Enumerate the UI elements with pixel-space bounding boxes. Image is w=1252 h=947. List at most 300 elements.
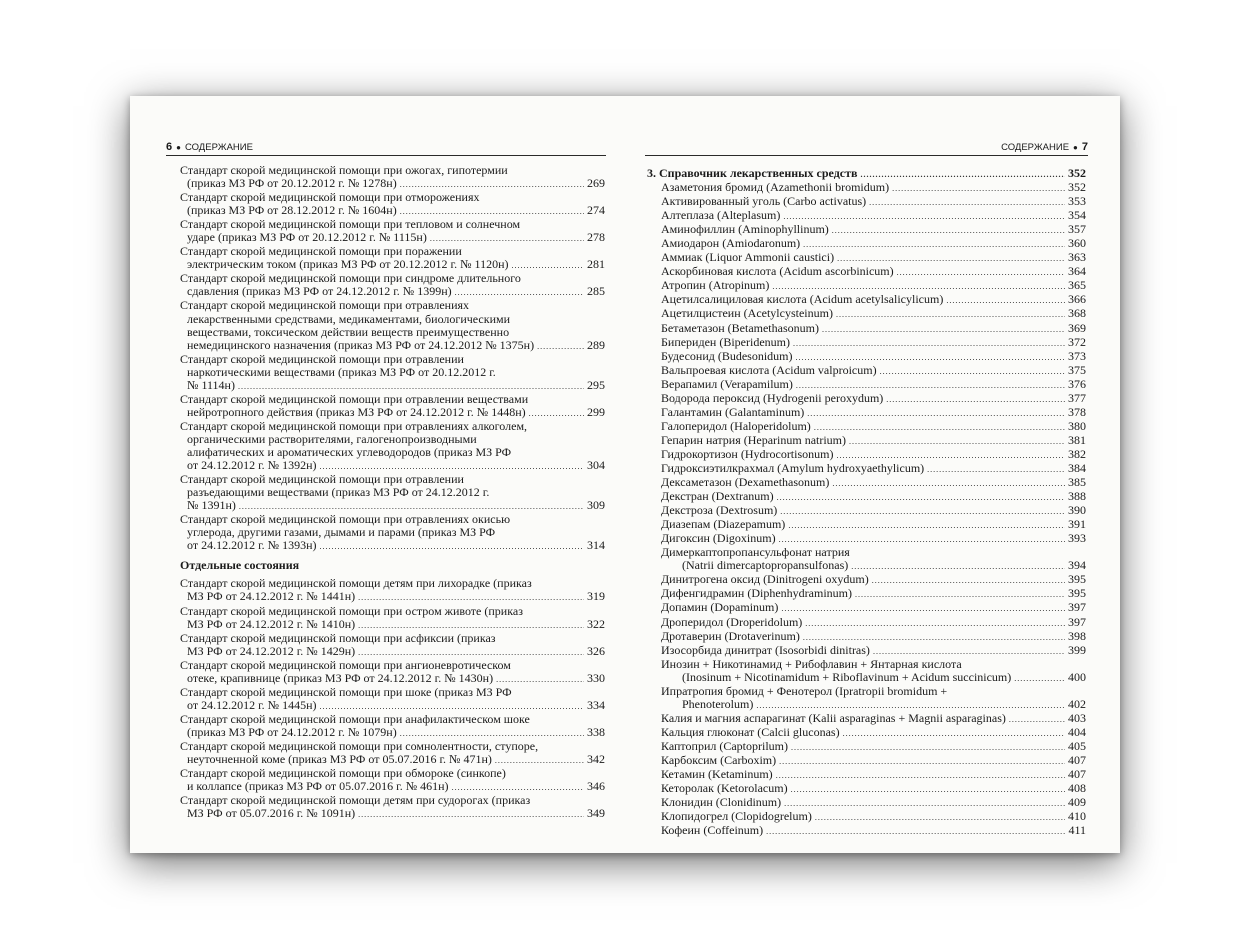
drug-page: 377: [1068, 390, 1086, 405]
drug-entry-last-line: [661, 279, 1086, 293]
dot-leader: [496, 672, 584, 686]
drug-entry-last-line: [661, 181, 1086, 195]
toc-entry-line: Стандарт скорой медицинской помощи при отравлениях окисью: [180, 512, 511, 527]
toc-entry: [180, 272, 605, 299]
drug-list: [647, 181, 1086, 838]
drug-entry: [647, 518, 1086, 532]
toc-entry-last-line: [180, 204, 605, 218]
drug-page: 400: [1068, 669, 1086, 684]
drug-name: Азаметония бромид (Azamethonii bromidum): [661, 180, 890, 195]
dot-leader: [796, 350, 1065, 364]
drug-entry: [647, 573, 1086, 587]
drug-entry-last-line: [661, 392, 1086, 406]
drug-entry: [647, 490, 1086, 504]
toc-entry-line: органическими растворителями, галогенопроизводными: [187, 431, 477, 446]
dot-leader: [807, 406, 1065, 420]
drug-name: Кеторолак (Ketorolacum): [661, 781, 788, 796]
toc-entry-text: № 1391н): [187, 498, 236, 513]
toc-entry-line: Стандарт скорой медицинской помощи при поражении: [180, 244, 462, 259]
dot-leader: [400, 177, 584, 191]
toc-entry: [180, 577, 605, 604]
drug-entry-last-line: [661, 726, 1086, 740]
drug-page: 399: [1068, 642, 1086, 657]
dot-leader: [946, 293, 1065, 307]
toc-entry: [180, 713, 605, 740]
toc-entry-last-line: [180, 726, 605, 740]
toc-entry-line: углерода, другими газами, дымами и парами (приказ МЗ РФ: [187, 525, 496, 540]
toc-entry: [180, 659, 605, 686]
drug-entry-last-line: [661, 336, 1086, 350]
toc-entry-text: от 24.12.2012 г. № 1445н): [187, 697, 317, 712]
dot-leader: [803, 630, 1065, 644]
toc-entry-last-line: [180, 379, 605, 393]
drug-name: Бипериден (Biperidenum): [661, 334, 790, 349]
toc-entry-line: Стандарт скорой медицинской помощи при анафилактическом шоке: [180, 711, 530, 726]
dot-leader: [358, 645, 584, 659]
toc-entry-page: 326: [587, 643, 605, 658]
drug-page: 372: [1068, 334, 1086, 349]
drug-entry: [647, 378, 1086, 392]
drug-entry-last-line: [661, 601, 1086, 615]
drug-page: 366: [1068, 292, 1086, 307]
drug-page: 352: [1068, 180, 1086, 195]
toc-entry-line: Стандарт скорой медицинской помощи при отравлениях алкоголем,: [180, 418, 528, 433]
toc-entry-line: Стандарт скорой медицинской помощи при отморожениях: [180, 190, 480, 205]
drug-name: Декстран (Dextranum): [661, 489, 774, 504]
toc-entry: [180, 420, 605, 473]
dot-leader: [788, 518, 1065, 532]
running-head-title-left: СОДЕРЖАНИЕ: [184, 142, 253, 153]
drug-page: 353: [1068, 194, 1086, 209]
left-toc: [180, 164, 605, 821]
drug-page: 373: [1068, 348, 1086, 363]
dot-leader: [400, 204, 584, 218]
drug-name: Дексаметазон (Dexamethasonum): [661, 475, 830, 490]
drug-entry: [647, 782, 1086, 796]
toc-entry-line: Стандарт скорой медицинской помощи при асфиксии (приказ: [180, 630, 496, 645]
drug-entry-last-line: [661, 434, 1086, 448]
drug-name: Кетамин (Ketaminum): [661, 767, 773, 782]
bullet-icon: ●: [176, 143, 181, 152]
dot-leader: [837, 251, 1065, 265]
drug-entry: [647, 824, 1086, 838]
dot-leader: [756, 698, 1065, 712]
drug-page: 376: [1068, 376, 1086, 391]
dot-leader: [793, 336, 1065, 350]
toc-entry-text: электрическим током (приказ МЗ РФ от 20.12.2012 г. № 1120н): [187, 257, 509, 272]
drug-entry: [647, 237, 1086, 251]
drug-entry-last-line: [661, 573, 1086, 587]
drug-name: Карбоксим (Carboxim): [661, 752, 777, 767]
toc-entry-text: немедицинского назначения (приказ МЗ РФ от 24.12.2012 № 1375н): [187, 337, 535, 352]
dot-leader: [779, 532, 1065, 546]
dot-leader: [777, 490, 1065, 504]
dot-leader: [1014, 671, 1065, 685]
drug-page: 393: [1068, 531, 1086, 546]
drug-name: Кофеин (Coffeinum): [661, 823, 764, 838]
toc-entry-page: 304: [587, 458, 605, 473]
dot-leader: [892, 181, 1065, 195]
dot-leader: [529, 406, 584, 420]
running-head-left: [166, 141, 606, 156]
drug-entry-last-line: [661, 448, 1086, 462]
toc-entry-text: и коллапсе (приказ МЗ РФ от 05.07.2016 г. № 461н): [187, 779, 449, 794]
drug-name: Атропин (Atropinum): [661, 278, 770, 293]
toc-entry-last-line: [180, 459, 605, 473]
dot-leader: [849, 434, 1065, 448]
drug-name: Ацетилцистеин (Acetylcysteinum): [661, 306, 833, 321]
toc-entry: [180, 473, 605, 513]
toc-entry: [180, 245, 605, 272]
toc-entry-page: 319: [587, 589, 605, 604]
drug-entry: [647, 307, 1086, 321]
toc-entry-page: 322: [587, 616, 605, 631]
drug-entry-last-line: [661, 671, 1086, 685]
drug-page: 397: [1068, 600, 1086, 615]
drug-page: 388: [1068, 489, 1086, 504]
dot-leader: [815, 810, 1065, 824]
toc-entry-last-line: [180, 539, 605, 553]
toc-entry-page: 278: [587, 230, 605, 245]
dot-leader: [843, 726, 1065, 740]
dot-leader: [766, 824, 1065, 838]
drug-entry-last-line: [661, 532, 1086, 546]
drug-entry-last-line: [661, 644, 1086, 658]
drug-entry: [647, 462, 1086, 476]
drug-page: 410: [1068, 809, 1086, 824]
toc-entry-page: 285: [587, 284, 605, 299]
dot-leader: [320, 539, 584, 553]
toc-entry-line: Стандарт скорой медицинской помощи при остром животе (приказ: [180, 603, 523, 618]
left-entries-list: [180, 164, 605, 553]
dot-leader: [400, 726, 584, 740]
dot-leader: [776, 768, 1065, 782]
drug-name: Гидрокортизон (Hydrocortisonum): [661, 446, 834, 461]
page-number-left: 6: [166, 141, 173, 153]
toc-entry-last-line: [180, 231, 605, 245]
toc-entry-last-line: [180, 753, 605, 767]
drug-page: 409: [1068, 795, 1086, 810]
drug-name: Галантамин (Galantaminum): [661, 404, 805, 419]
drug-name: Ацетилсалициловая кислота (Acidum acetylsalicylicum): [661, 292, 944, 307]
drug-page: 357: [1068, 222, 1086, 237]
toc-entry-page: 299: [587, 404, 605, 419]
drug-entry: [647, 434, 1086, 448]
drug-page: 407: [1068, 767, 1086, 782]
drug-entry-last-line: [661, 293, 1086, 307]
dot-leader: [780, 504, 1065, 518]
dot-leader: [430, 231, 584, 245]
dot-leader: [822, 322, 1065, 336]
toc-entry-line: алифатических и ароматических углеводородов (приказ МЗ РФ: [187, 444, 512, 459]
toc-entry-last-line: [180, 406, 605, 420]
toc-entry-line: Стандарт скорой медицинской помощи при отравлении: [180, 351, 464, 366]
running-head-title-right: СОДЕРЖАНИЕ: [1001, 142, 1070, 153]
drug-entry: [647, 616, 1086, 630]
drug-name: Вальпроевая кислота (Acidum valproicum): [661, 362, 877, 377]
drug-page: 394: [1068, 558, 1086, 573]
drug-name: Дротаверин (Drotaverinum): [661, 628, 800, 643]
drug-page: 407: [1068, 752, 1086, 767]
drug-entry-last-line: [661, 209, 1086, 223]
section-title: 3. Справочник лекарственных средств: [647, 166, 858, 180]
drug-entry-last-line: [661, 824, 1086, 838]
toc-entry-last-line: [180, 339, 605, 353]
drug-entry-last-line: [661, 378, 1086, 392]
drug-entry: [647, 209, 1086, 223]
drug-entry: [647, 181, 1086, 195]
toc-entry-text: № 1114н): [187, 377, 235, 392]
drug-page: 363: [1068, 250, 1086, 265]
running-head-right: [645, 141, 1088, 156]
drug-entry-last-line: [661, 518, 1086, 532]
drug-page: 378: [1068, 404, 1086, 419]
toc-entry-last-line: [180, 672, 605, 686]
dot-leader: [873, 644, 1065, 658]
toc-entry-page: 349: [587, 806, 605, 821]
toc-entry-line: Стандарт скорой медицинской помощи при отравлениях: [180, 298, 470, 313]
drug-entry: [647, 601, 1086, 615]
drug-entry: [647, 712, 1086, 726]
drug-entry-last-line: [661, 630, 1086, 644]
toc-entry-page: 309: [587, 498, 605, 513]
dot-leader: [452, 780, 584, 794]
dot-leader: [927, 462, 1065, 476]
toc-entry-text: (приказ МЗ РФ от 24.12.2012 г. № 1079н): [187, 724, 397, 739]
drug-name: Допамин (Dopaminum): [661, 600, 779, 615]
toc-entry-line: Стандарт скорой медицинской помощи при отравлении веществами: [180, 391, 529, 406]
drug-entry-last-line: [661, 504, 1086, 518]
drug-name: Амиодарон (Amiodaronum): [661, 236, 801, 251]
toc-entry-page: 334: [587, 697, 605, 712]
toc-entry-line: Стандарт скорой медицинской помощи при тепловом и солнечном: [180, 217, 521, 232]
toc-entry: [180, 164, 605, 191]
drug-entry: [647, 336, 1086, 350]
drug-entry: [647, 658, 1086, 685]
drug-name: (Natrii dimercaptopropansulfonas): [682, 558, 849, 573]
drug-entry-line: Димеркаптопропансульфонат натрия: [661, 545, 850, 560]
drug-entry: [647, 293, 1086, 307]
toc-entry-last-line: [180, 699, 605, 713]
dot-leader: [791, 782, 1065, 796]
section-page: 352: [1068, 166, 1086, 180]
toc-entry-line: лекарственными средствами, медикаментами, биологическими: [187, 311, 511, 326]
drug-entry-line: Ипратропия бромид + Фенотерол (Ipratropii bromidum +: [661, 683, 948, 698]
toc-entry-text: ударе (приказ МЗ РФ от 20.12.2012 г. № 1115н): [187, 230, 427, 245]
drug-entry-last-line: [661, 265, 1086, 279]
drug-name: Диазепам (Diazepamum): [661, 517, 786, 532]
drug-page: 360: [1068, 236, 1086, 251]
drug-entry: [647, 587, 1086, 601]
dot-leader: [358, 807, 584, 821]
dot-leader: [779, 754, 1065, 768]
dot-leader: [832, 476, 1065, 490]
drug-name: Галоперидол (Haloperidolum): [661, 418, 811, 433]
drug-name: Гепарин натрия (Heparinum natrium): [661, 432, 847, 447]
drug-name: Клонидин (Clonidinum): [661, 795, 782, 810]
left-entries2-list: [180, 577, 605, 821]
drug-name: Изосорбида динитрат (Isosorbidi dinitras): [661, 642, 870, 657]
dot-leader: [872, 573, 1065, 587]
drug-name: Дигоксин (Digoxinum): [661, 531, 776, 546]
drug-entry-last-line: [661, 587, 1086, 601]
drug-page: 375: [1068, 362, 1086, 377]
dot-leader: [784, 796, 1065, 810]
drug-entry-last-line: [661, 462, 1086, 476]
toc-entry-line: Стандарт скорой медицинской помощи при отравлении: [180, 472, 464, 487]
toc-entry-last-line: [180, 780, 605, 794]
drug-entry-last-line: [661, 476, 1086, 490]
drug-entry-last-line: [661, 754, 1086, 768]
toc-entry: [180, 218, 605, 245]
drug-entry-last-line: [661, 712, 1086, 726]
toc-entry: [180, 393, 605, 420]
dot-leader: [495, 753, 584, 767]
drug-page: 397: [1068, 614, 1086, 629]
drug-entry-last-line: [661, 195, 1086, 209]
toc-entry: [180, 191, 605, 218]
toc-entry: [180, 686, 605, 713]
drug-page: 385: [1068, 475, 1086, 490]
dot-leader: [783, 209, 1065, 223]
drug-entry-last-line: [661, 698, 1086, 712]
toc-entry-line: Стандарт скорой медицинской помощи при обмороке (синкопе): [180, 766, 506, 781]
toc-entry-line: разъедающими веществами (приказ МЗ РФ от 24.12.2012 г.: [187, 485, 490, 500]
drug-page: 411: [1068, 823, 1086, 838]
dot-leader: [455, 285, 584, 299]
drug-entry-last-line: [661, 350, 1086, 364]
drug-name: Гидроксиэтилкрахмал (Amylum hydroxyaethylicum): [661, 460, 925, 475]
toc-entry-text: МЗ РФ от 24.12.2012 г. № 1441н): [187, 589, 356, 604]
drug-name: (Inosinum + Nicotinamidum + Riboflavinum + Acidum succinicum): [682, 669, 1012, 684]
toc-entry-text: МЗ РФ от 24.12.2012 г. № 1429н): [187, 643, 356, 658]
drug-name: Декстроза (Dextrosum): [661, 503, 778, 518]
dot-leader: [239, 499, 584, 513]
drug-entry-last-line: [661, 559, 1086, 573]
drug-page: 382: [1068, 446, 1086, 461]
drug-entry: [647, 476, 1086, 490]
drug-name: Будесонид (Budesonidum): [661, 348, 793, 363]
drug-entry-last-line: [661, 740, 1086, 754]
drug-name: Верапамил (Verapamilum): [661, 376, 793, 391]
drug-entry: [647, 754, 1086, 768]
dot-leader: [869, 195, 1065, 209]
drug-page: 395: [1068, 572, 1086, 587]
dot-leader: [855, 587, 1065, 601]
drug-entry-last-line: [661, 768, 1086, 782]
toc-entry-last-line: [180, 285, 605, 299]
drug-entry-last-line: [661, 420, 1086, 434]
drug-name: Алтеплаза (Alteplasum): [661, 208, 781, 223]
toc-entry-line: Стандарт скорой медицинской помощи при синдроме длительного: [180, 271, 521, 286]
drug-page: 402: [1068, 696, 1086, 711]
drug-page: 384: [1068, 460, 1086, 475]
drug-entry-last-line: [661, 251, 1086, 265]
drug-page: 395: [1068, 586, 1086, 601]
drug-name: Калия и магния аспарагинат (Kalii asparaginas + Magnii asparaginas): [661, 710, 1006, 725]
drug-page: 354: [1068, 208, 1086, 223]
dot-leader: [772, 279, 1065, 293]
toc-entry: [180, 605, 605, 632]
toc-entry-page: 289: [587, 337, 605, 352]
drug-entry: [647, 420, 1086, 434]
toc-entry: [180, 299, 605, 352]
drug-page: 380: [1068, 418, 1086, 433]
drug-entry-last-line: [661, 237, 1086, 251]
toc-entry-text: неуточненной коме (приказ МЗ РФ от 05.07.2016 г. № 471н): [187, 752, 492, 767]
toc-entry-page: 338: [587, 724, 605, 739]
toc-entry-text: отеке, крапивнице (приказ МЗ РФ от 24.12.2012 г. № 1430н): [187, 670, 494, 685]
drug-entry: [647, 195, 1086, 209]
drug-entry: [647, 406, 1086, 420]
toc-entry-last-line: [180, 590, 605, 604]
drug-entry-last-line: [661, 490, 1086, 504]
dot-leader: [320, 699, 584, 713]
dot-leader: [320, 459, 584, 473]
toc-entry-page: 269: [587, 176, 605, 191]
toc-entry: [180, 767, 605, 794]
dot-leader: [897, 265, 1065, 279]
drug-name: Кальция глюконат (Calcii gluconas): [661, 724, 840, 739]
toc-entry-page: 314: [587, 538, 605, 553]
toc-entry-line: Стандарт скорой медицинской помощи детям при лихорадке (приказ: [180, 576, 532, 591]
toc-entry-line: Стандарт скорой медицинской помощи при ожогах, гипотермии: [180, 163, 508, 177]
toc-entry-last-line: [180, 177, 605, 191]
drug-entry: [647, 265, 1086, 279]
dot-leader: [358, 618, 584, 632]
drug-name: Клопидогрел (Clopidogrelum): [661, 809, 812, 824]
section-subheading: Отдельные состояния: [180, 558, 300, 573]
dot-leader: [814, 420, 1065, 434]
dot-leader: [832, 223, 1065, 237]
drug-entry-last-line: [661, 307, 1086, 321]
drug-name: Бетаметазон (Betamethasonum): [661, 320, 819, 335]
drug-entry: [647, 223, 1086, 237]
toc-entry-page: 274: [587, 203, 605, 218]
drug-entry: [647, 251, 1086, 265]
drug-page: 398: [1068, 628, 1086, 643]
drug-name: Водорода пероксид (Hydrogenii peroxydum): [661, 390, 884, 405]
drug-entry: [647, 726, 1086, 740]
page-number-right: 7: [1081, 141, 1088, 153]
toc-entry-text: МЗ РФ от 05.07.2016 г. № 1091н): [187, 806, 356, 821]
drug-entry: [647, 392, 1086, 406]
drug-name: Аминофиллин (Aminophyllinum): [661, 222, 829, 237]
drug-page: 404: [1068, 724, 1086, 739]
drug-entry-last-line: [661, 364, 1086, 378]
toc-entry-page: 346: [587, 779, 605, 794]
dot-leader: [803, 237, 1065, 251]
drug-page: 364: [1068, 264, 1086, 279]
bullet-icon: ●: [1073, 143, 1078, 152]
toc-entry: [180, 632, 605, 659]
drug-entry-last-line: [661, 406, 1086, 420]
dot-leader: [238, 379, 584, 393]
toc-entry-text: (приказ МЗ РФ от 20.12.2012 г. № 1278н): [187, 176, 397, 191]
toc-entry-line: Стандарт скорой медицинской помощи при ангионевротическом: [180, 657, 511, 672]
toc-entry-last-line: [180, 258, 605, 272]
dot-leader: [836, 448, 1065, 462]
drug-entry: [647, 685, 1086, 712]
drug-page: 365: [1068, 278, 1086, 293]
drug-page: 390: [1068, 503, 1086, 518]
drug-entry: [647, 740, 1086, 754]
drug-entry: [647, 364, 1086, 378]
drug-entry: [647, 796, 1086, 810]
drug-entry-line: Инозин + Никотинамид + Рибофлавин + Янтарная кислота: [661, 656, 962, 671]
toc-entry: [180, 353, 605, 393]
drug-page: 368: [1068, 306, 1086, 321]
